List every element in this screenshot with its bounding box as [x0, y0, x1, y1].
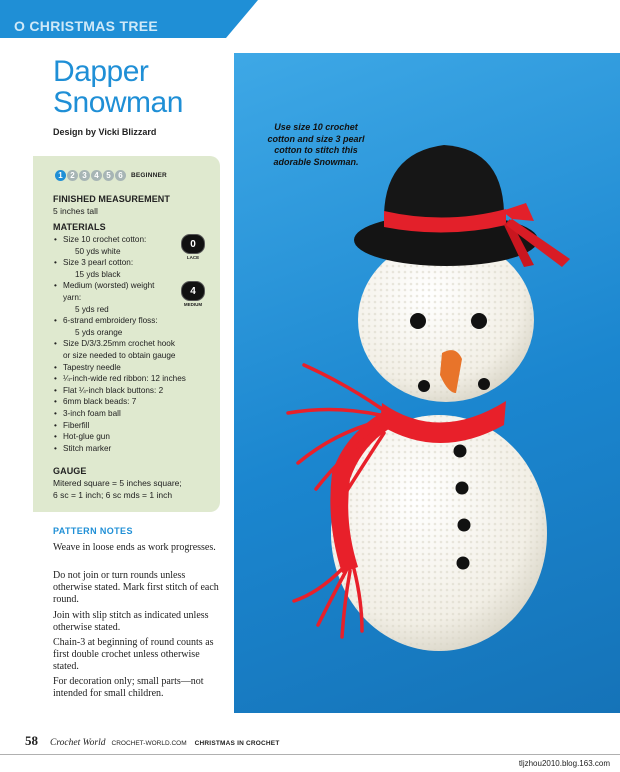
skill-level-4: 4: [91, 170, 102, 181]
skill-level-5: 5: [103, 170, 114, 181]
material-item: 5 yds orange: [75, 327, 123, 337]
material-item: • Fiberfill: [53, 420, 213, 432]
material-item: • Flat ¼-inch black buttons: 2: [53, 385, 213, 397]
yarn-weight-caption: LACE: [186, 255, 200, 260]
material-item: • Hot-glue gun: [53, 431, 213, 443]
material-item: • Tapestry needle: [53, 362, 213, 374]
yarn-weight-caption: MEDIUM: [183, 302, 203, 307]
material-item: • Size 3 pearl cotton:: [53, 257, 213, 269]
yarn-weight-lace-icon: [181, 234, 205, 260]
material-item: or size needed to obtain gauge: [63, 350, 176, 360]
mouth-bead: [478, 378, 490, 390]
gauge-line-2: 6 sc = 1 inch; 6 sc mds = 1 inch: [53, 490, 173, 500]
pattern-note: Do not join or turn rounds unless otherwise stated. Mark first stitch of each round.: [53, 570, 219, 605]
material-item: yarn:: [63, 292, 82, 302]
body-bead: [454, 445, 467, 458]
body-bead: [458, 519, 471, 532]
skill-level-1: 1: [55, 170, 66, 181]
yarn-weight-number: 4: [181, 281, 205, 301]
skill-level-6: 6: [115, 170, 126, 181]
material-item: • 6mm black beads: 7: [53, 396, 213, 408]
material-item: • 6-strand embroidery floss:: [53, 315, 213, 327]
right-eye-button: [471, 313, 487, 329]
source-watermark: tljzhou2010.blog.163.com: [518, 759, 610, 768]
gauge-line-1: Mitered square = 5 inches square;: [53, 478, 182, 488]
body-bead: [457, 557, 470, 570]
materials-list: [53, 234, 213, 454]
left-eye-button: [410, 313, 426, 329]
skill-level-3: 3: [79, 170, 90, 181]
finished-measurement-text: 5 inches tall: [53, 206, 98, 216]
skill-level-indicator: [55, 170, 167, 181]
page-footer: [25, 733, 280, 749]
material-item: 50 yds white: [75, 246, 121, 256]
issue-name: CHRISTMAS IN CROCHET: [194, 740, 280, 747]
designer-byline: Design by Vicki Blizzard: [53, 127, 157, 137]
material-item: 15 yds black: [75, 269, 121, 279]
skill-level-label: BEGINNER: [131, 172, 167, 179]
magazine-website: CROCHET-WORLD.COM: [111, 740, 187, 747]
material-item: • Size 10 crochet cotton:: [53, 234, 213, 246]
pattern-note: Weave in loose ends as work progresses.: [53, 542, 216, 553]
pattern-note: For decoration only; small parts—not intended for small children.: [53, 676, 204, 699]
yarn-weight-number: 0: [181, 234, 205, 254]
body-bead: [456, 482, 469, 495]
materials-heading: MATERIALS: [53, 222, 106, 232]
material-item: • 3-inch foam ball: [53, 408, 213, 420]
article-title: [53, 56, 183, 118]
yarn-weight-medium-icon: [181, 281, 205, 307]
skill-level-2: 2: [67, 170, 78, 181]
material-item: • Medium (worsted) weight: [53, 280, 213, 292]
finished-measurement-heading: FINISHED MEASUREMENT: [53, 194, 171, 204]
material-item: 5 yds red: [75, 304, 109, 314]
pattern-note: Join with slip stitch as indicated unless otherwise stated.: [53, 610, 209, 633]
magazine-name: Crochet World: [50, 738, 106, 748]
page-number: 58: [25, 733, 38, 748]
mouth-bead: [418, 380, 430, 392]
pattern-notes-heading: PATTERN NOTES: [53, 526, 133, 536]
article-title-line1: Dapper: [53, 55, 149, 88]
material-item: • Size D/3/3.25mm crochet hook: [53, 338, 213, 350]
material-item: • Stitch marker: [53, 443, 213, 455]
section-banner-label: O CHRISTMAS TREE: [14, 18, 159, 34]
photo-caption: Use size 10 crochet cotton and size 3 pearl cotton to stitch this adorable Snowman.: [267, 122, 365, 167]
bottom-divider: [0, 754, 620, 755]
material-item: • ¼-inch-wide red ribbon: 12 inches: [53, 373, 213, 385]
pattern-note: Chain-3 at beginning of round counts as first double crochet unless otherwise stated.: [53, 637, 214, 672]
article-title-line2: Snowman: [53, 86, 183, 119]
gauge-heading: GAUGE: [53, 466, 87, 476]
